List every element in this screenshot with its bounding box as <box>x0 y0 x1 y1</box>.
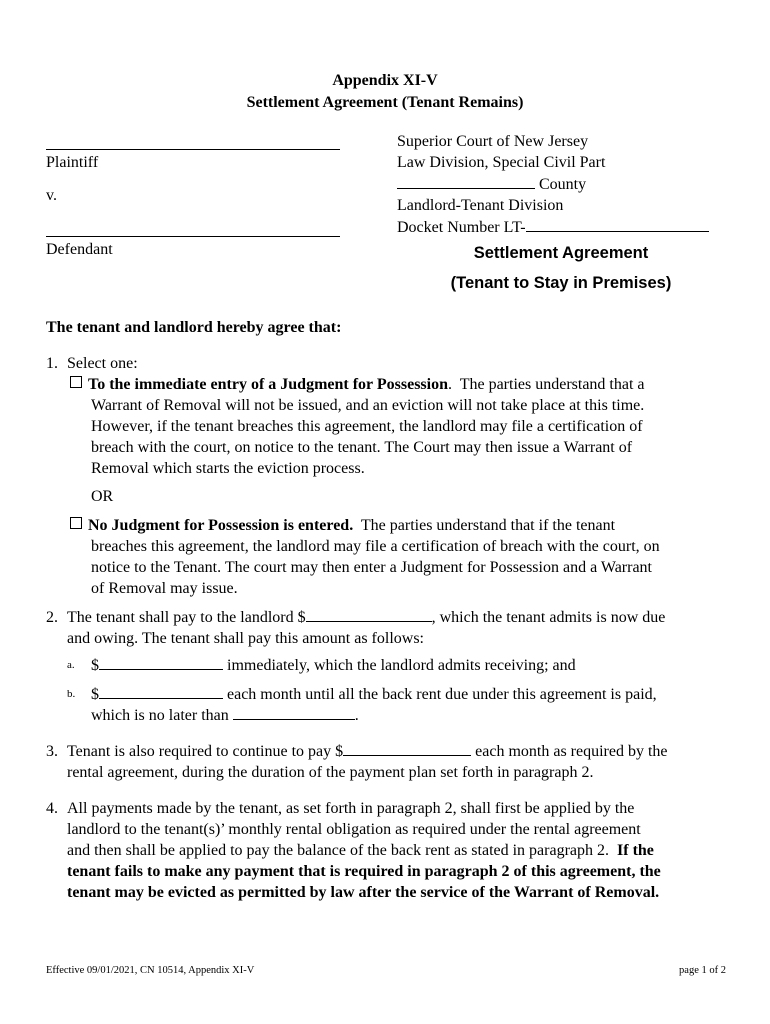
item3-line2: rental agreement, during the duration of the payment plan set forth in paragraph 2. <box>67 764 594 781</box>
option-no-judgment-title: No Judgment for Possession is entered. <box>88 517 354 534</box>
item4-line3-text: and then shall be applied to pay the balance of the back rent as stated in paragraph 2. <box>67 842 618 859</box>
county-blank[interactable] <box>397 174 535 189</box>
document-subtitle: Settlement Agreement (Tenant Remains) <box>246 94 524 111</box>
item4-line2: landlord to the tenant(s)’ monthly rental obligation as required under the rental agreement <box>67 821 641 838</box>
plaintiff-name-line[interactable] <box>46 136 340 150</box>
option-judgment-checkbox[interactable] <box>70 376 82 388</box>
item4-line5: tenant may be evicted as permitted by law after the service of the Warrant of Removal. <box>67 884 660 901</box>
option-judgment-line1 <box>70 374 750 395</box>
ongoing-rent-blank[interactable] <box>343 741 471 756</box>
option-no-judgment-text: The parties understand that if the tenant <box>353 517 616 534</box>
option-judgment-line3: However, if the tenant breaches this agreement, the landlord may file a certification of <box>91 418 643 435</box>
option-no-judgment-line4: of Removal may issue. <box>91 580 238 597</box>
option-no-judgment-checkbox[interactable] <box>70 517 82 529</box>
item4-line4: tenant fails to make any payment that is required in paragraph 2 of this agreement, the <box>67 863 661 880</box>
option-judgment-text: . The parties understand that a <box>447 376 645 393</box>
option-judgment-line4: breach with the court, on notice to the tenant. The Court may then issue a Warrant of <box>91 439 633 456</box>
or-separator: OR <box>91 488 114 505</box>
option-judgment-line5: Removal which starts the eviction process. <box>91 460 365 477</box>
agreement-title: Settlement Agreement <box>473 244 649 262</box>
item2b-line1 <box>91 684 657 705</box>
intro-text: The tenant and landlord hereby agree that: <box>46 319 342 336</box>
item2b-label: b. <box>67 688 76 700</box>
item2a-text: immediately, which the landlord admits receiving; and <box>223 657 576 674</box>
item2b-dollar: $ <box>91 686 99 703</box>
item3-text-post: each month as required by the <box>471 743 668 760</box>
option-judgment-title: To the immediate entry of a Judgment for Possession <box>88 376 448 393</box>
item1-label: Select one: <box>67 355 138 372</box>
versus-label: v. <box>46 187 57 204</box>
final-date-blank[interactable] <box>233 705 355 720</box>
monthly-payment-blank[interactable] <box>99 684 223 699</box>
immediate-payment-blank[interactable] <box>99 655 223 670</box>
court-name: Superior Court of New Jersey <box>397 133 589 150</box>
item2a-line <box>91 655 576 676</box>
item2-line2: and owing. The tenant shall pay this amount as follows: <box>67 630 424 647</box>
court-subdivision: Landlord-Tenant Division <box>397 197 564 214</box>
county-label: County <box>539 176 587 193</box>
footer-effective: Effective 09/01/2021, CN 10514, Appendix XI-V <box>46 965 255 976</box>
item2b-line2-text: which is no later than <box>91 707 233 724</box>
defendant-name-line[interactable] <box>46 223 340 237</box>
item2b-text: each month until all the back rent due under this agreement is paid, <box>223 686 657 703</box>
item2-line1 <box>67 607 757 628</box>
footer-page-number: page 1 of 2 <box>679 965 726 976</box>
item3-number: 3. <box>46 743 58 760</box>
court-division: Law Division, Special Civil Part <box>397 154 606 171</box>
item4-line3-bold: If the <box>617 842 654 859</box>
item3-line1 <box>67 741 757 762</box>
item2-text-pre: The tenant shall pay to the landlord $ <box>67 609 306 626</box>
plaintiff-label: Plaintiff <box>46 154 99 171</box>
docket-line <box>397 217 709 238</box>
item4-line3 <box>67 840 654 861</box>
item1-number: 1. <box>46 355 58 372</box>
docket-blank[interactable] <box>526 217 709 232</box>
option-no-judgment-line1 <box>70 515 750 536</box>
appendix-title: Appendix XI-V <box>332 72 438 89</box>
option-judgment-line2: Warrant of Removal will not be issued, and an eviction will not take place at this time. <box>91 397 645 414</box>
county-line <box>397 174 586 195</box>
item3-text-pre: Tenant is also required to continue to pay $ <box>67 743 344 760</box>
back-rent-amount-blank[interactable] <box>306 607 432 622</box>
option-no-judgment-line2: breaches this agreement, the landlord may file a certification of breach with the court, on <box>91 538 660 555</box>
docket-label: Docket Number LT- <box>397 219 526 236</box>
agreement-subtitle: (Tenant to Stay in Premises) <box>450 274 672 292</box>
defendant-label: Defendant <box>46 241 113 258</box>
item2b-line2 <box>91 705 359 726</box>
item4-line1: All payments made by the tenant, as set forth in paragraph 2, shall first be applied by the <box>67 800 635 817</box>
item2-text-post: , which the tenant admits is now due <box>431 609 666 626</box>
item2a-label: a. <box>67 659 75 671</box>
item2a-dollar: $ <box>91 657 99 674</box>
item2-number: 2. <box>46 609 58 626</box>
item2b-line2-period: . <box>354 707 359 724</box>
item4-number: 4. <box>46 800 58 817</box>
option-no-judgment-line3: notice to the Tenant. The court may then enter a Judgment for Possession and a Warrant <box>91 559 652 576</box>
